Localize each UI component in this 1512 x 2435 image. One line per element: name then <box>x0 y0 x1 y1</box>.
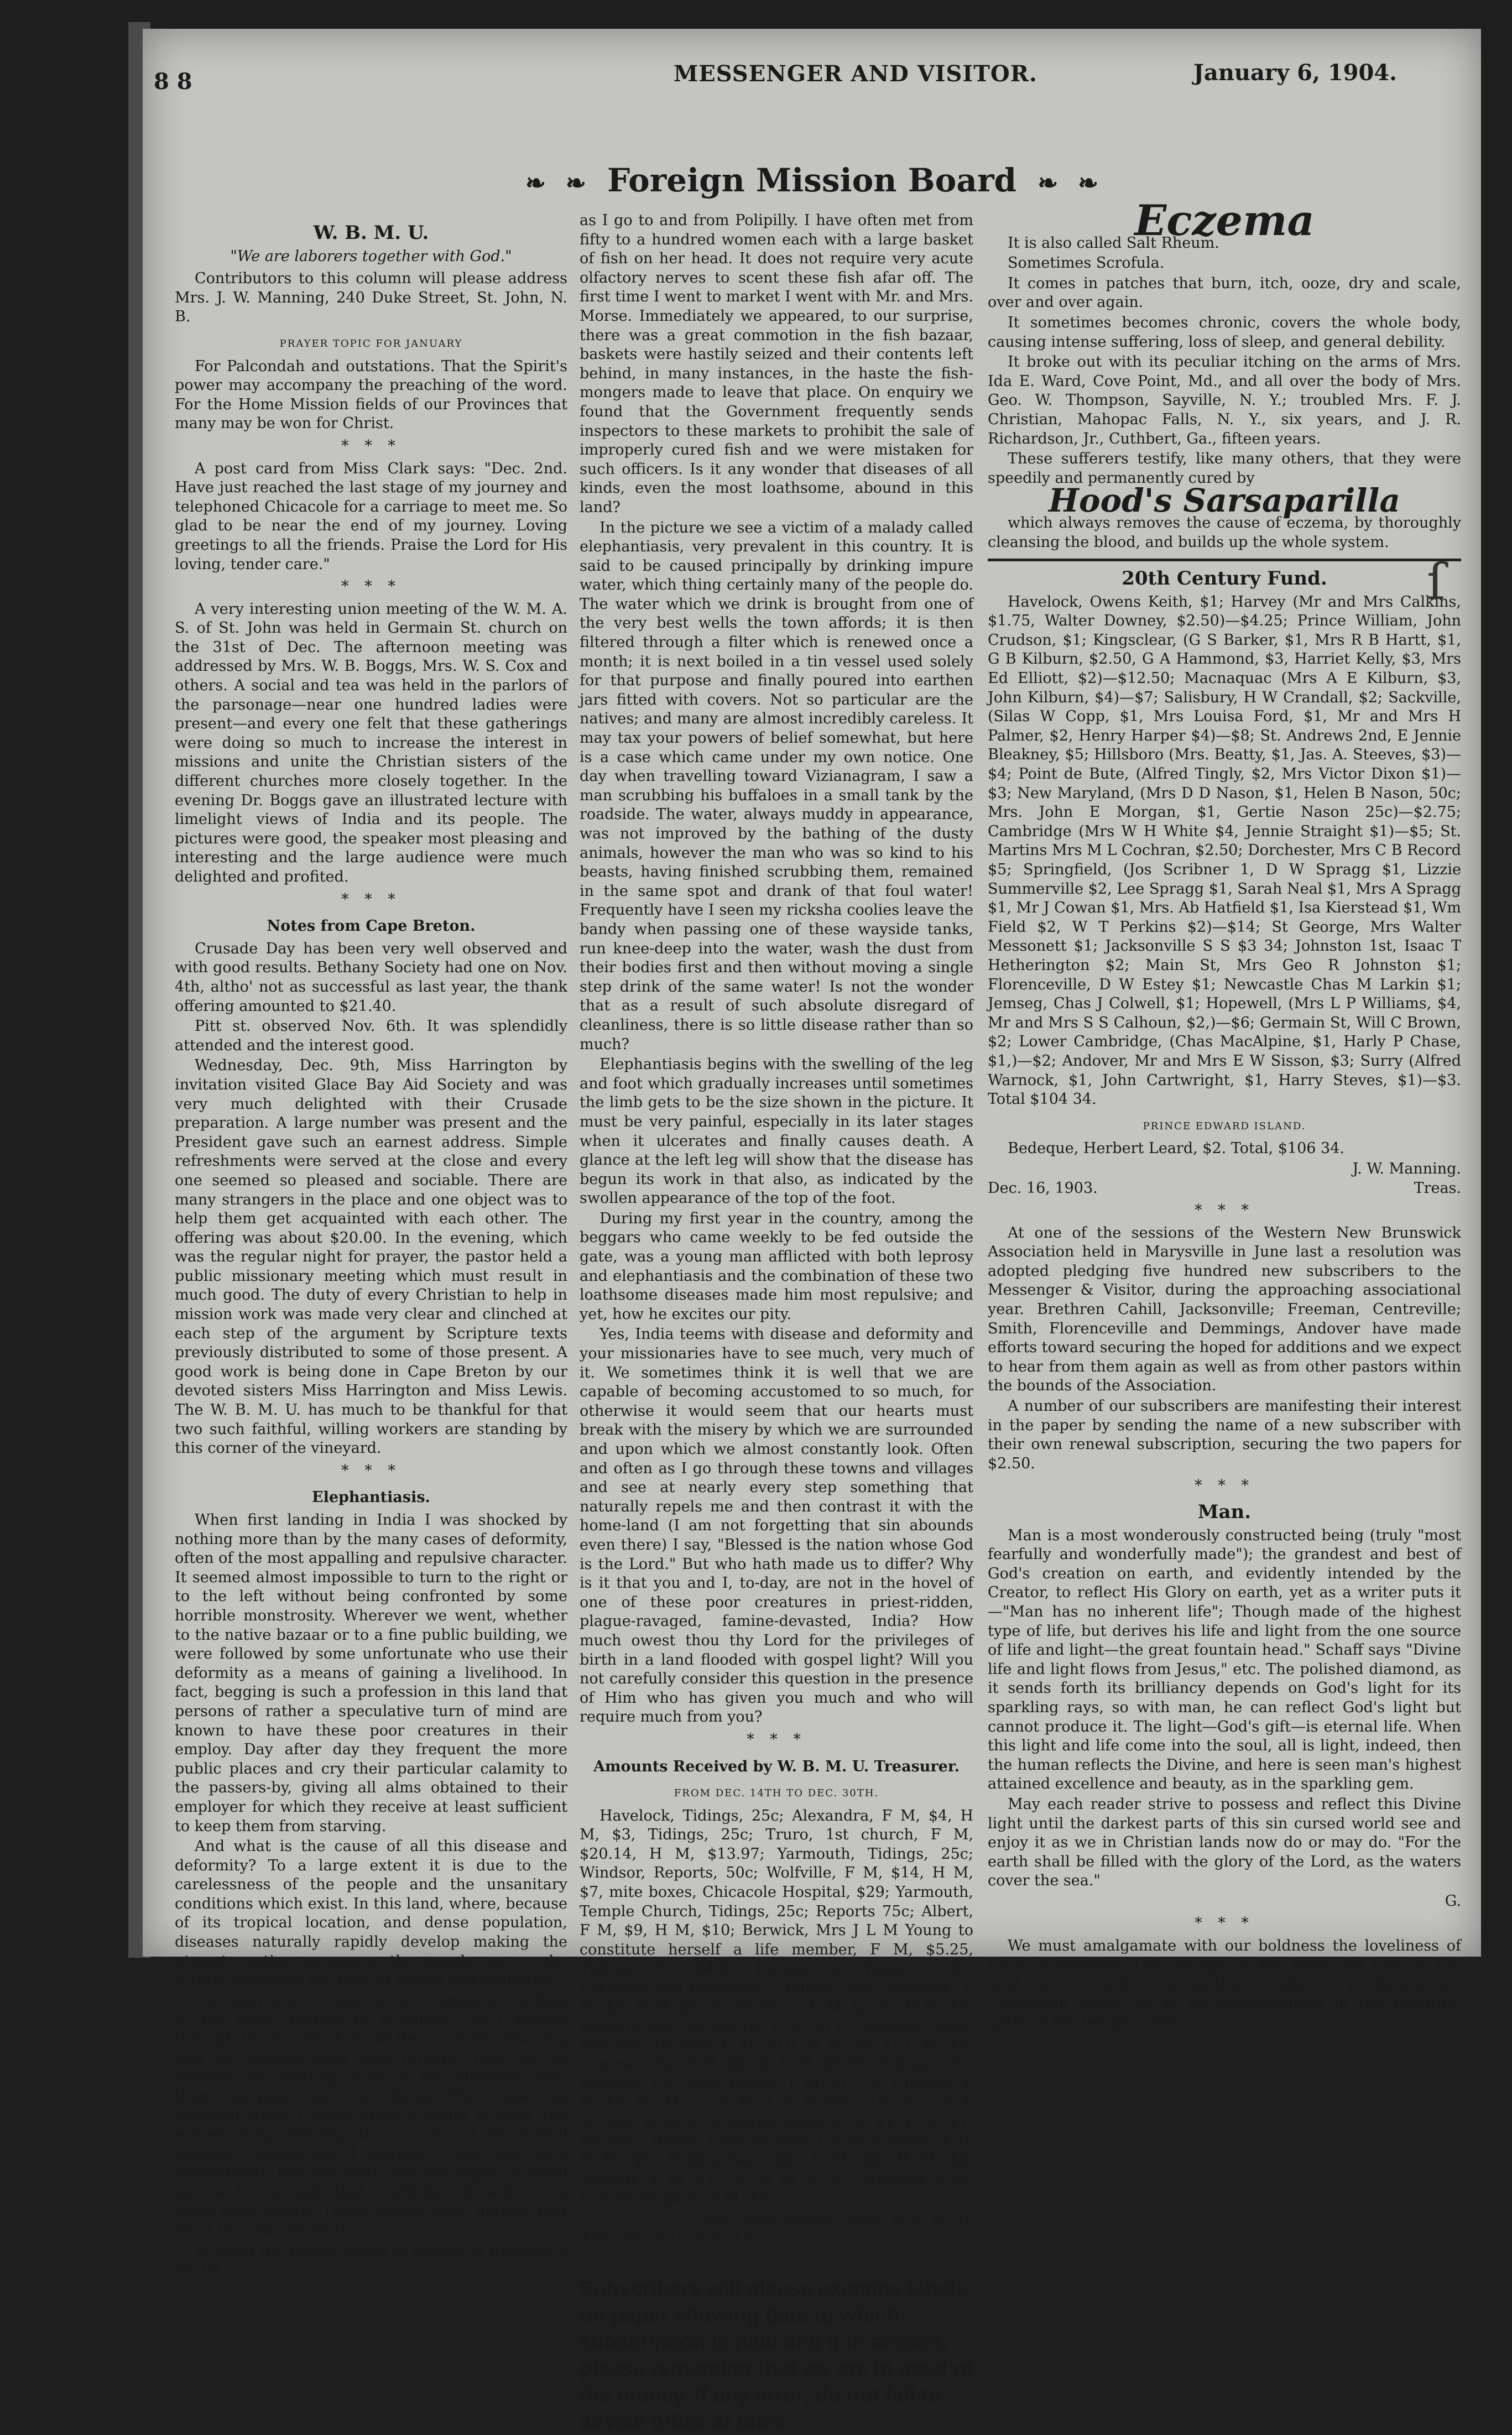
ornament-icon: ❧ <box>1078 169 1099 197</box>
century-fund-dateline <box>988 1179 1461 1198</box>
ornament-icon: ❧ <box>1037 169 1059 197</box>
column-1 <box>175 217 567 2281</box>
wbmu-motto: "We are laborers together with God." <box>230 247 512 265</box>
elephantiasis-p8: During my first year in the country, among the beggars who came weekly to be fed outside the gate, was a young man afflicted with both leprosy and elephantiasis and the combination of these two loathsome diseases made him most repulsive; and yet, how he excites our pity. <box>580 1209 973 1323</box>
man-p1: Man is a most wonderously constructed being (truly "most fearfully and wonderfully made"); the grandest and best of God's creation on earth, and evidently intended by the Creator, to reflect His Glory on earth, yet as a writer puts it—"Man has no inherent life"; Though made of the highest type of life, but derives his life and light from the one source of life and light—the great fountain head." Schaff says "Divine life and light flows from Jesus," etc. The polished diamond, as it sends forth its brilliancy depends on God's light for its sparkling rays, so with man, he can reflect God's light but cannot produce it. The light—God's gift—is eternal life. When this light and life come into the soul, all is light, indeed, then the human reflects the Divine, and here is seen man's highest attained excellence and beauty, as in the sparkling gem. <box>988 1526 1461 1793</box>
elephantiasis-p7: Elephantiasis begins with the swelling of the leg and foot which gradually increases until sometimes the limb gets to be the size shown in the picture. It must be very painful, especially in its later stages when it ulcerates and finally causes death. A glance at the left leg will show that the disease has begun its work in that also, as indicated by the swollen appearance of the top of the foot. <box>580 1056 973 1207</box>
man-p2: May each reader strive to possess and reflect this Divine light until the darkest parts of this sin cursed world see and enjoy it as we in Christian lands now do or may do. "For the earth shall be filled with the glory of the Lord, as the waters cover the sea." <box>988 1795 1461 1890</box>
column-3 <box>988 196 1461 2033</box>
amounts-range: FROM DEC. 14TH TO DEC. 30TH. <box>674 1787 879 1800</box>
eczema-ad-p5: It broke out with its peculiar itching on the arms of Mrs. Ida E. Ward, Cove Point, Md., and all over the body of Mrs. Geo. W. Thompson, Sayville, N. Y.; troubled Mrs. F. J. Christian, Mahopac Falls, N. Y., six years, and J. R. Richardson, Jr., Cuthbert, Ga., fifteen years. <box>988 353 1461 447</box>
cape-breton-title: Notes from Cape Breton. <box>267 917 476 935</box>
divider-stars: * * * <box>341 1462 401 1479</box>
man-p3: We must amalgamate with our boldness the loveliness of Jesus' disposition. Let courage be the brass, let love be the gold. Let us mix the two together; so shall we produce a rich Corinthian metal, fit to be manufactured in the beautiful gates of the temple.—Sel. <box>988 1937 1461 2031</box>
divider-stars: * * * <box>1195 1202 1254 1219</box>
subscriber-notice: Subscribers will please examine labels on paper showing date to which subscription is paid and if in arrears, please remember that we are in need of the money. If any error, do not fail to advise office at once. <box>580 2277 973 2433</box>
column-2 <box>580 211 973 2435</box>
eczema-ad-p3: It comes in patches that burn, itch, ooze, dry and scale, over and over again. <box>988 274 1461 311</box>
divider-stars: * * * <box>747 1730 806 1748</box>
wbmu-title: W. B. M. U. <box>313 222 429 244</box>
amounts-body: Havelock, Tidings, 25c; Alexandra, F M, $4, H M, $3, Tidings, 25c; Truro, 1st church, F M, $20.14, H M, $13.97; Yarmouth, Tidings, 25c; Windsor, Reports, 50c; Wolfville, F M, $14, H M, $7, mite boxes, Chicacole Hospital, $29; Yarmouth, Temple Church, Tidings, 25c; Reports 75c; Albert, F M, $9, H M, $10; Berwick, Mrs J L M Young to constitute herself a life member, F M, $5.25, Tidings, 25c, $4.05, Tidings 25c, Reports, 10c; Lakeville and Parrsboro, Tidings, 25c; Torbrook, F M, $6, H M, $5; North River, F M, $3.50, H M, $3, Reports 50c; Aylesford, F M $11, Chelsea, Mass, Mrs Wm Bentley, F M, $10, H M, $5, G L M, $5; Summerville, F M, $8.36, H M, $5.25, Tidings, 25c, Reports, 15c; New Tusket, F M, $12.76; Chelsea, F M, $5; Doaktown, F M, $10; Halifax, 1st Church, F M, $20, H M, $10; Argyle Head, F M, $1, H M, $1; Harper's Brook, towards Miss Clarke's salary, $10, H M, $6; Middle Sackville, F M, $8, H M, $8; Nictaux, F M, $15.78, H M, $2.52; Windsor, F M, $27; Riverglade, F M, $8. <box>580 1807 973 2207</box>
pei-line: Bedeque, Herbert Leard, $2. Total, $106 34. <box>1008 1140 1344 1157</box>
margin-pen-mark: ſ <box>1427 553 1446 611</box>
issue-date: January 6, 1904. <box>1193 60 1398 86</box>
century-fund-date: Dec. 16, 1903. <box>988 1179 1098 1197</box>
eczema-ad-p6: These sufferers testify, like many others, that they were speedily and permanently cured by <box>988 450 1461 487</box>
century-fund-role: Treas. <box>1414 1179 1461 1197</box>
divider-stars: * * * <box>1195 1477 1254 1495</box>
pei-heading: PRINCE EDWARD ISLAND. <box>1143 1120 1306 1132</box>
ornament-icon: ❧ <box>525 169 546 197</box>
elephantiasis-p5: as I go to and from Polipilly. I have often met from fifty to a hundred women each with a large basket of fish on her head. It does not require very acute olfactory nerves to scent these fish afar off. The first time I went to market I went with Mr. and Mrs. Morse. Immediately we appeared, to our surprise, there was a great commotion in the fish bazaar, baskets were hastily seized and their contents left behind, in many instances, in the haste the fish-mongers made to leave that place. On enquiry we found that the Government frequently sends inspectors to these markets to prohibit the sale of improperly cured fish and we were mistaken for such officers. Is it any wonder that diseases of all kinds, even the most loathsome, abound in this land? <box>580 212 973 516</box>
divider-stars: * * * <box>747 2251 806 2269</box>
prayer-topic-heading: PRAYER TOPIC FOR JANUARY <box>279 337 463 350</box>
man-signature: G. <box>1445 1892 1461 1910</box>
elephantiasis-p9: Yes, India teems with disease and deformity and your missionaries have to see much, very much of it. We sometimes think it is well that we are capable of becoming accustomed to so much, for otherwise it would seem that our hearts must break with the misery by which we are surrounded and upon which we almost constantly look. Often and often as I go through these towns and villages and see at nearly every step something that naturally repels me and then contrast it with the home-land (I am not forgetting that sin abounds even there) I say, "Blessed is the nation whose God is the Lord." But who hath made us to differ? Why is it that you and I, to-day, are not in the hovel of one of these poor creatures in priest-ridden, plague-ravaged, famine-devasted, India? How much owest thou thy Lord for the privileges of birth in a land flooded with gospel light? Will you not carefully consider this question in the presence of Him who has given you much and who will require much from you? <box>580 1326 973 1726</box>
century-fund-title: 20th Century Fund. <box>1122 567 1327 590</box>
elephantiasis-p2: And what is the cause of all this disease and deformity? To a large extent it is due to the carelessness of the people and the unsanitary conditions which exist. In this land, where, because of its tropical location, and dense population, diseases naturally rapidly develop making the utmost caution necessary, the people, as a rule, utterly disregard the laws of health and sanitation. <box>175 1838 567 1989</box>
page-number: 8 8 <box>154 69 192 95</box>
wbmu-intro: Contributors to this column will please address Mrs. J. W. Manning, 240 Duke Street, St. John, N. B. <box>175 270 567 326</box>
amounts-title: Amounts Received by W. B. M. U. Treasurer. <box>593 1758 960 1775</box>
eczema-ad-p1: It is also called Salt Rheum. <box>1008 234 1219 252</box>
section-title-text: Foreign Mission Board <box>607 161 1017 199</box>
association-p1: At one of the sessions of the Western New Brunswick Association held in Marysville in June last a resolution was adopted pledging five hundred new subscribers to the Messenger & Visitor, during the approaching associational year. Brethren Cahill, Jacksonville; Freeman, Centreville; Smith, Florenceville and Demmings, Andover have made efforts toward securing the hoped for additions and we expect to hear from them again as well as from other pastors within the bounds of the Association. <box>988 1224 1461 1395</box>
association-p2: A number of our subscribers are manifesting their interest in the paper by sending the name of a new subscriber with their own renewal subscription, securing the two papers for $2.50. <box>988 1398 1461 1472</box>
divider-stars: * * * <box>341 578 401 596</box>
elephantiasis-p1: When first landing in India I was shocked by nothing more than by the many cases of deformity, often of the most appalling and repulsive character. It seemed almost impossible to turn to the right or to the left without being confronted by some horrible monstrosity. Wherever we went, whether to the native bazaar or to a fine public building, we were followed by some unfortunate who use their deformity as a means of gaining a livelihood. In fact, begging is such a profession in this land that persons of rather a speculative turn of mind are known to have these poor creatures in their employ. Day after day they frequent the more public places and cry their particular calamity to the passers-by, giving all alms obtained to their employer for which they receive at least sufficient to keep them from starving. <box>175 1511 567 1835</box>
amounts-address: Amherst, P. O. Box 513. <box>580 2229 757 2246</box>
eczema-ad <box>988 196 1461 561</box>
eczema-ad-p7: which always removes the cause of eczema, by thoroughly cleansing the blood, and builds up the whole system. <box>988 514 1461 551</box>
section-title <box>143 161 1481 199</box>
product-name: Hood's Sarsaparilla <box>1049 482 1400 520</box>
ornament-icon: ❧ <box>565 169 586 197</box>
eczema-ad-p2: Sometimes Scrofula. <box>1008 254 1165 272</box>
masthead: MESSENGER AND VISITOR. <box>674 61 1037 87</box>
amounts-signature: Mrs. Mary Smith, Treas. W. B. M. U. <box>699 2210 973 2228</box>
postcard-note: A post card from Miss Clark says: "Dec. 2nd. Have just reached the last stage of my journey and telephoned Chicacole for a carriage to meet me. So glad to be near the end of my journey. Loving greetings to all the friends. Praise the Lord for His loving, tender care." <box>175 460 567 573</box>
elephantiasis-p4: To meet the people going to market is frequently my lot <box>175 2241 567 2278</box>
union-meeting-note: A very interesting union meeting of the W. M. A. S. of St. John was held in Germain St. church on the 31st of Dec. The afternoon meeting was addressed by Mrs. W. B. Boggs, Mrs. W. S. Cox and others. A social and tea was held in the parlors of the parsonage—near one hundred ladies were present—and every one felt that these gatherings were doing so much to increase the interest in missions and unite the Christian sisters of the different churches more closely together. In the evening Dr. Boggs gave an illustrated lecture with limelight views of India and its people. The pictures were good, the speaker most pleasing and interesting and the large audience were much delighted and profited. <box>175 600 567 885</box>
cape-breton-p2: Pitt st. observed Nov. 6th. It was splendidly attended and the interest good. <box>175 1018 567 1054</box>
century-fund-signer: J. W. Manning. <box>1352 1160 1461 1177</box>
prayer-topic: For Palcondah and outstations. That the Spirit's power may accompany the preaching of the word. For the Home Mission fields of our Provinces that many may be won for Christ. <box>175 357 567 432</box>
cape-breton-p1: Crusade Day has been very well observed and with good results. Bethany Society had one on Nov. 4th, altho' not as successful as last year, the thank offering amounted to $21.40. <box>175 940 567 1015</box>
elephantiasis-p6: In the picture we see a victim of a malady called elephantiasis, very prevalent in this country. It is said to be caused principally by drinking impure water, which thing certainly many of the people do. The water which we drink is brought from one of the very best wells the town affords; it is then filtered through a filter which is renewed once a month; it is next boiled in a tin vessel used solely for that purpose and finally poured into earthen jars fitted with covers. Not so particular are the natives; and many are almost incredibly careless. It may tax your powers of belief somewhat, but here is a case which came under my own notice. One day when travelling toward Vizianagram, I saw a man scrubbing his buffaloes in a small tank by the roadside. The water, always muddy in appearance, was not improved by the bathing of the dusty animals, however the man who was so kind to his beasts, having finished scrubbing them, remained in the same spot and drank of that foul water! Frequently have I seen my ricksha coolies leave the bandy when passing one of these wayside tanks, run knee-deep into the water, wash the dust from their bodies first and then without moving a single step drink of the same water! Is not the wonder that as a result of such absolute disregard of cleanliness, there is so little disease rather than so much? <box>580 519 973 1053</box>
divider-stars: * * * <box>341 437 401 455</box>
eczema-ad-p4: It sometimes becomes chronic, covers the whole body, causing intense suffering, loss of sleep, and general debility. <box>988 314 1461 351</box>
cape-breton-p3: Wednesday, Dec. 9th, Miss Harrington by invitation visited Glace Bay Aid Society and was very much delighted with their Crusade preparation. A large number was present and the President gave such an earnest address. Simple refreshments were served at the close and every one seemed so pleased and sociable. There are many strangers in the place and one object was to help them get acquainted with each other. The offering was about $20.00. In the evening, which was the regular night for prayer, the pastor held a public missionary meeting which must result in much good. The duty of every Christian to help in mission work was made very clear and clinched at each step of the argument by Scripture texts previously distributed to some of those present. A good work is being done in Cape Breton by our devoted sisters Miss Harrington and Miss Lewis. The W. B. M. U. has much to be thankful for that two such faithful, willing workers are standing by this corner of the vineyard. <box>175 1057 567 1457</box>
elephantiasis-title: Elephantiasis. <box>312 1489 430 1506</box>
century-fund-body: Havelock, Owens Keith, $1; Harvey (Mr and Mrs Calkins, $1.75, Walter Downey, $2.50)—$4.25; Prince William, John Crudson, $1; Kingsclear, (G S Barker, $1, Mrs R B Hartt, $1, G B Kilburn, $2.50, G A Hammond, $3, Harriet Kelly, $3, Mrs Ed Elliott, $2)—$12.50; Macnaquac (Mrs A E Kilburn, $3, John Kilburn, $4)—$7; Salisbury, H W Crandall, $2; Sackville, (Silas W Copp, $1, Mrs Louisa Ford, $1, Mr and Mrs H Palmer, $2, Henry Harper $4)—$8; St. Andrews 2nd, E Jennie Bleakney, $5; Hillsboro (Mrs. Beatty, $1, Jas. A. Steeves, $3)—$4; Point de Bute, (Alfred Tingly, $2, Mrs Victor Dixon $1)—$3; New Maryland, (Mrs D D Nason, $1, Helen B Nason, 50c; Mrs. John E Morgan, $1, Gertie Nason 25c)—$2.75; Cambridge (Mrs W H White $4, Jennie Straight $1)—$5; St. Martins Mrs M L Cochran, $2.50; Dorchester, Mrs C B Record $5; Springfield, (Jos Scribner 1, D W Spragg $1, Lizzie Summerville $2, Lee Spragg $1, Sarah Neal $1, Mrs A Spragg $1, Mr J Cowan $1, Mrs. Ab Hatfield $1, Isa Kierstead $1, Wm Field $2, W T Perkins $2)—$14; St George, Mrs Walter Messonett $1; Jacksonville S S $3 34; Johnston 1st, Isaac T Hetherington $2; Main St, Mrs Geo R Johnston $1; Florenceville, D W Estey $1; Newcastle Chas M Larkin $1; Jemseg, Chas J Colwell, $1; Hopewell, (Mrs L P Williams, $4, Mr and Mrs S S Calhoun, $2,)—$6; Germain St, Will C Brown, $2; Lower Cambridge, (Chas MacAlpine, $1, Harly P Chase, $1,)—$2; Andover, Mr and Mrs E W Sisson, $3; Surry (Alfred Warnock, $1, John Cartwright, $1, Harry Steves, $1)—$3. Total $104 34. <box>988 593 1461 1108</box>
divider-stars: * * * <box>1195 1915 1254 1932</box>
eczema-ad-title: Eczema <box>1134 196 1315 245</box>
divider-stars: * * * <box>341 890 401 908</box>
newspaper-page <box>143 29 1481 2433</box>
man-title: Man. <box>1197 1501 1252 1523</box>
elephantiasis-p3: Not long since I went to an evangelistic school in the male quarter of a village. As I passed through the hamlet, I found the air most sickening and my handkerchief was brought into use to prevent my inhaling more of the offensive odor than was positively unavoidable. The cause was revealed when I came upon a group of men and women busy dividing the carcass of an animal amongst themselves. I learned it had not been slaughtered, but had died; and my organ of smell led me to conclude that death had done its work some time before. These people were getting that meat to cook and eat!! <box>175 1991 567 2239</box>
